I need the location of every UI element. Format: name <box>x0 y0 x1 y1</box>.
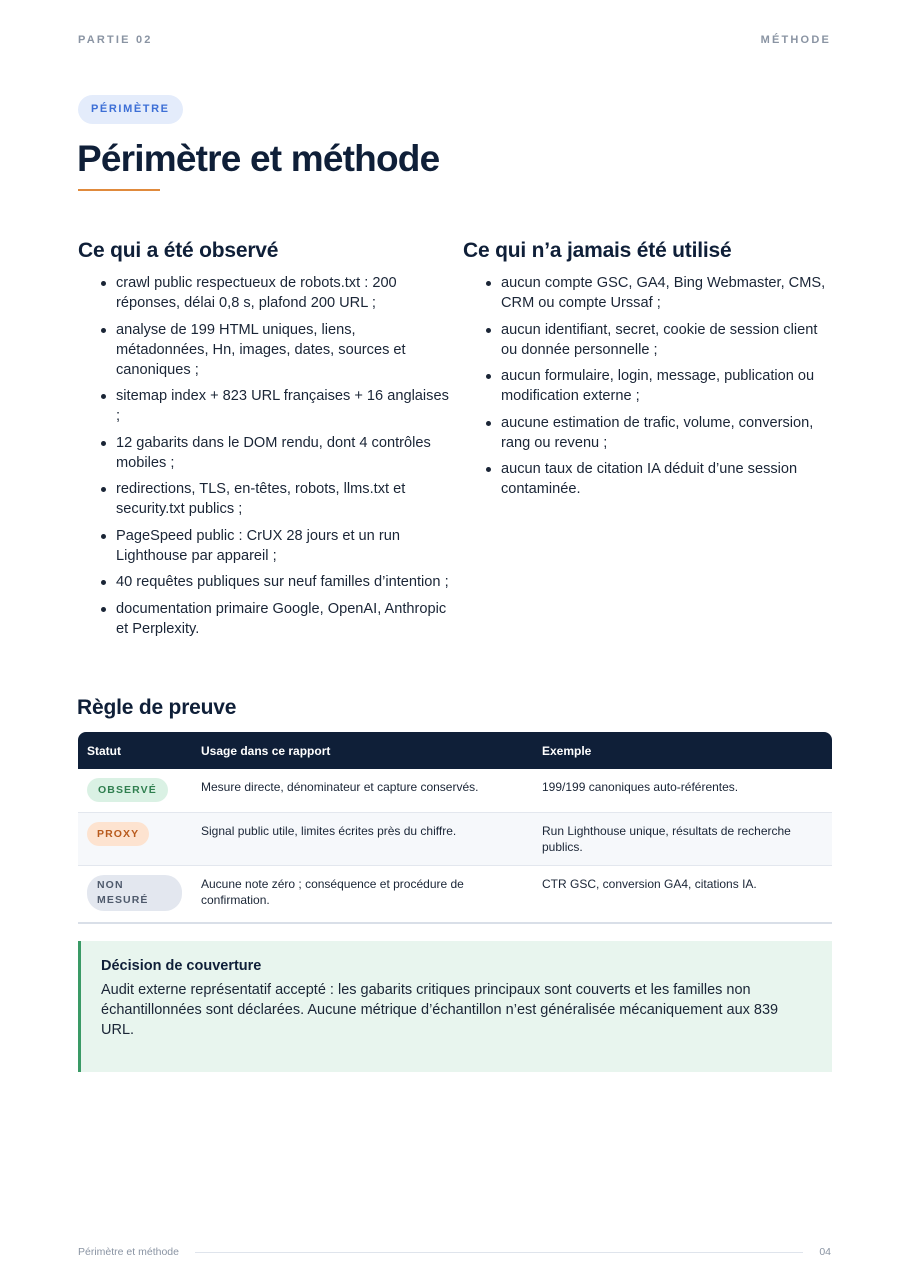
column-header-example: Exemple <box>542 743 592 758</box>
never-used-column <box>463 239 835 506</box>
decision-title: Décision de couverture <box>101 958 262 974</box>
list-item: redirections, TLS, en-têtes, robots, llms.txt et security.txt publics ; <box>116 479 450 519</box>
observed-column <box>78 239 450 645</box>
section-pill: PÉRIMÈTRE <box>78 95 183 124</box>
decision-text: Audit externe représentatif accepté : les gabarits critiques principaux sont couverts et les familles non échantillonnées sont déclarées. Aucune métrique d’échantillon n’est généralisée mécaniquement aux 839 URL. <box>101 982 779 1038</box>
list-item: sitemap index + 823 URL françaises + 16 anglaises ; <box>116 388 449 424</box>
observed-heading: Ce qui a été observé <box>78 239 279 262</box>
usage-cell: Signal public utile, limites écrites près du chiffre. <box>192 812 533 865</box>
list-item: aucun formulaire, login, message, publication ou modification externe ; <box>501 366 835 406</box>
column-header-status: Statut <box>87 743 121 758</box>
never-used-heading: Ce qui n’a jamais été utilisé <box>463 239 732 262</box>
list-item: aucun taux de citation IA déduit d’une session contaminée. <box>501 459 835 499</box>
footer-section-title: Périmètre et méthode <box>78 1246 179 1258</box>
list-item: aucune estimation de trafic, volume, conversion, rang ou revenu ; <box>501 413 835 453</box>
status-cell <box>78 865 192 923</box>
usage-cell: Mesure directe, dénominateur et capture conservés. <box>192 769 533 812</box>
status-cell <box>78 812 192 865</box>
list-item: aucun identifiant, secret, cookie de session client ou donnée personnelle ; <box>501 320 835 360</box>
header-section-label: MÉTHODE <box>760 34 831 46</box>
status-badge-observed: OBSERVÉ <box>87 778 168 802</box>
status-badge-not-measured: NON MESURÉ <box>87 875 182 911</box>
status-badge-proxy: PROXY <box>87 822 149 846</box>
list-item: 40 requêtes publiques sur neuf familles d’intention ; <box>116 574 449 590</box>
coverage-decision-callout <box>78 941 832 1072</box>
table-header-row <box>78 732 832 769</box>
page-title: Périmètre et méthode <box>77 138 440 179</box>
observed-list <box>78 273 450 639</box>
proof-rule-heading: Règle de preuve <box>77 696 237 719</box>
proof-table <box>78 732 832 924</box>
example-cell: CTR GSC, conversion GA4, citations IA. <box>533 865 832 923</box>
footer-divider <box>195 1252 803 1253</box>
page-footer <box>78 1245 831 1259</box>
table-row <box>78 865 832 923</box>
example-cell: 199/199 canoniques auto-référentes. <box>533 769 832 812</box>
list-item: PageSpeed public : CrUX 28 jours et un run Lighthouse par appareil ; <box>116 526 450 566</box>
list-item: analyse de 199 HTML uniques, liens, métadonnées, Hn, images, dates, sources et canoniques ; <box>116 320 450 380</box>
header-part-label: PARTIE 02 <box>78 34 153 46</box>
list-item: 12 gabarits dans le DOM rendu, dont 4 contrôles mobiles ; <box>116 433 450 473</box>
title-underline <box>78 189 160 191</box>
list-item: crawl public respectueux de robots.txt : 200 réponses, délai 0,8 s, plafond 200 URL ; <box>116 273 450 313</box>
usage-cell: Aucune note zéro ; conséquence et procédure de confirmation. <box>192 865 533 923</box>
table-row <box>78 769 832 812</box>
status-cell <box>78 769 192 812</box>
list-item: documentation primaire Google, OpenAI, Anthropic et Perplexity. <box>116 599 450 639</box>
never-used-list <box>463 273 835 499</box>
running-header <box>78 34 831 46</box>
example-cell: Run Lighthouse unique, résultats de recherche publics. <box>533 812 832 865</box>
column-header-usage: Usage dans ce rapport <box>201 743 331 758</box>
table-row <box>78 812 832 865</box>
list-item: aucun compte GSC, GA4, Bing Webmaster, CMS, CRM ou compte Urssaf ; <box>501 273 835 313</box>
page-number: 04 <box>819 1246 831 1258</box>
